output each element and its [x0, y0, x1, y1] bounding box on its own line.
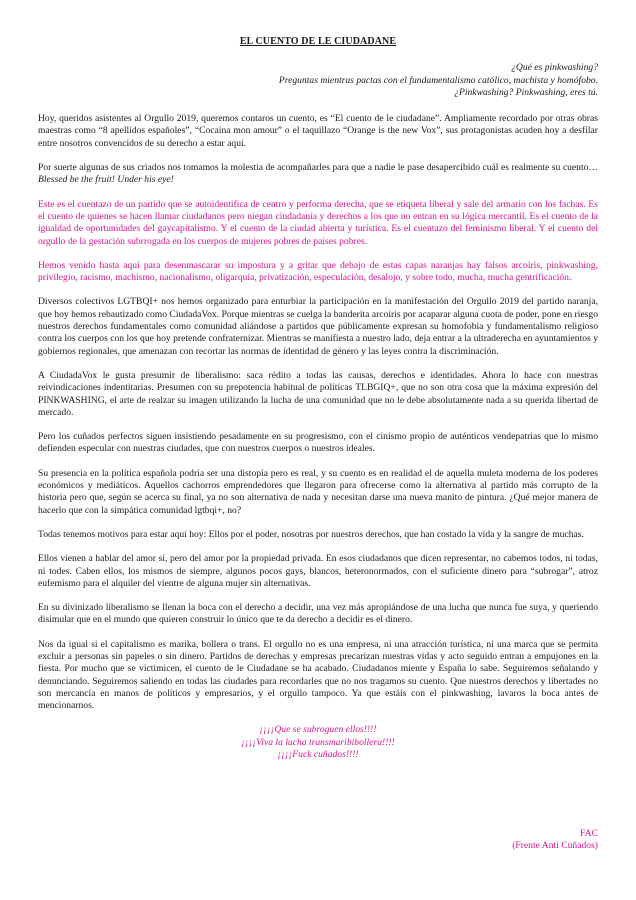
slogan-line: ¡¡¡¡Viva la lucha transmaribibollera!!!!: [241, 736, 395, 748]
paragraph-desenmascarar: Hemos venido hasta aquí para desenmascarar su impostura y a gritar que debajo de estas capas naranjas hay falsos arcoíris, pinkwashing, privilegio, racismo, machismo, nacionalismo, oligarquía, privatización, especulación, desalojo, y sobre todo, mucha, mucha gentrificación.: [38, 259, 598, 284]
signature-full: (Frente Anti Cuñados): [512, 840, 598, 852]
epigraph-line: ¿Qué es pinkwashing?: [511, 62, 598, 74]
slogans: [38, 724, 598, 761]
paragraph-orgullo: Nos da igual si el capitalismo es marika, bollera o trans. El orgullo no es una empresa, ni una atracción turística, ni una marca que se permita excluir a personas sin papeles o sin dinero. Partidos de derechas y empresas precarizan nuestras vidas y acto seguido entran a empujones en la fiesta. Por mucho que se victimicen, el cuento de le Ciudadane se ha acabado. Ciudadanos miente y España lo sabe. Seguiremos señalando y denunciando. Seguiremos saliendo en todas las ciudades para recordarles que no nos tragamos su cuento. Que nuestros derechos y libertades no son mercancía en manos de políticos y empresarios, y el orgullo tampoco. Ya que estáis con el pinkwashing, lavaros la boca antes de mencionarnos.: [38, 638, 598, 712]
epigraph: [38, 62, 598, 99]
paragraph-motivos: Todas tenemos motivos para estar aquí hoy: Ellos por el poder, nosotras por nuestros derechos, que han costado la vida y la sangre de muchas.: [38, 528, 584, 540]
paragraph-blessed: [38, 162, 598, 187]
epigraph-line: Preguntas mientras pactas con el fundamentalismo católico, machista y homófobo.: [278, 74, 598, 86]
signature: [512, 828, 598, 853]
epigraph-line: ¿Pinkwashing? Pinkwashing, eres tú.: [454, 86, 598, 98]
paragraph-presencia: Su presencia en la política española podría ser una distopía pero es real, y su cuento es en realidad el de aquella muleta moderna de los poderes económicos y mediáticos. Aquellos cachorros emprendedores que llegaron para ofrecerse como la alternativa al partido más corrupto de la historia pero que, según se acerca su final, ya no son alternativa de nada y necesitan darse una nueva manito de pintura. ¿Qué mejor manera de hacerlo que con la simpática comunidad lgtbqi+, no?: [38, 467, 598, 516]
document-page: [38, 36, 598, 852]
paragraph-amor: Ellos vienen a hablar del amor sí, pero del amor por la propiedad privada. En esos ciudadanos que dicen representar, no cabemos todos, ni todas, ni todes. Caben ellos, los mismos de siempre, algunos pocos gays, blancos, heteronormados, con el suficiente dinero para “subrogar”, atroz eufemismo para el alquiler del vientre de alguna mujer sin alternativas.: [38, 553, 598, 589]
paragraph-blessed-text: Por suerte algunas de sus criados nos tomamos la molestia de acompañarles para que a nadie le pase desapercibido cuál es realmente su cuento…: [38, 162, 598, 174]
document-title: EL CUENTO DE LE CIUDADANE: [239, 36, 397, 47]
signature-name: FAC: [580, 828, 598, 839]
paragraph-cunados: Pero los cuñados perfectos siguen insistiendo pesadamente en su progresismo, con el cinismo propio de auténticos vendepatrias que lo mismo defienden especular con nuestras ciudades, que con nuestros cuerpos o nuestros ideales.: [38, 431, 598, 455]
paragraph-blessed-italic: Blessed be the fruit! Under his eye!: [38, 174, 174, 186]
slogan-line: ¡¡¡¡Que se subroguen ellos!!!!: [259, 724, 377, 736]
paragraph-colectivos: Diversos colectivos LGTBQI+ nos hemos organizado para enturbiar la participación en la manifestación del Orgullo 2019 del partido naranja, que hoy hemos rebautizado como CiudadaVox. Porque mientras se cuelga la banderita arcoíris por acaparar alguna cuota de poder, pone en riesgo nuestros derechos fundamentales como comunidad aliándose a partidos que públicamente expresan su homofobia y fundamentalismo religioso contra los cuerpos con los que hoy pretende confraternizar. Mientras se manifiesta a nuestro lado, deja entrar a la ultraderecha en ayuntamientos y gobiernos regionales, que amenazan con recortar las normas de identidad de género y las leyes contra la discriminación.: [38, 296, 598, 357]
paragraph-decidir: En su divinizado liberalismo se llenan la boca con el derecho a decidir, una vez más apropiándose de una lucha que nunca fue suya, y queriendo disimular que en el mundo que quieren construir lo único que te da derecho a decidir es el dinero.: [38, 602, 598, 626]
paragraph-liberalismo: A CiudadaVox le gusta presumir de liberalismo: saca rédito a todas las causas, derechos e identidades. Ahora lo hace con nuestras reivindicaciones indentitarias. Presumen con su prepotencia habitual de políticas TLBGIQ+, que no son otra cosa que la máxima expresión del PINKWASHING, el arte de realzar su imagen utilizando la lucha de una comunidad que no le debe absolutamente nada a su querida libertad de mercado.: [38, 369, 598, 418]
paragraph-intro: Hoy, queridos asistentes al Orgullo 2019, queremos contaros un cuento, es “El cuento de le ciudadane”. Ampliamente recordado por otras obras maestras como “8 apellidos españoles”, “Cocaína mon amour” o el taquillazo “Orange is the new Vox”, sus protagonistas acuden hoy a desfilar entre nosotros convencidos de su derecho a estar aquí.: [38, 113, 598, 149]
paragraph-cuentazo: Este es el cuentazo de un partido que se autoidentifica de centro y performa derecha, que se etiqueta liberal y sale del armario con los fachas. Es el cuento de quienes se hacen llamar ciudadanos pero niegan ciudadanía y derechos a los que no entran en su lógica mercantil. Es el cuento de la igualdad de oportunidades del gaycapitalismo. Y el cuento de la ciudad abierta y turística. Es el cuentazo del feminismo liberal. Y el cuento del orgullo de la gestación subrrogada en los cuerpos de mujeres pobres de países pobres.: [38, 198, 598, 247]
slogan-line: ¡¡¡¡Fuck cuñados!!!!: [277, 749, 359, 761]
